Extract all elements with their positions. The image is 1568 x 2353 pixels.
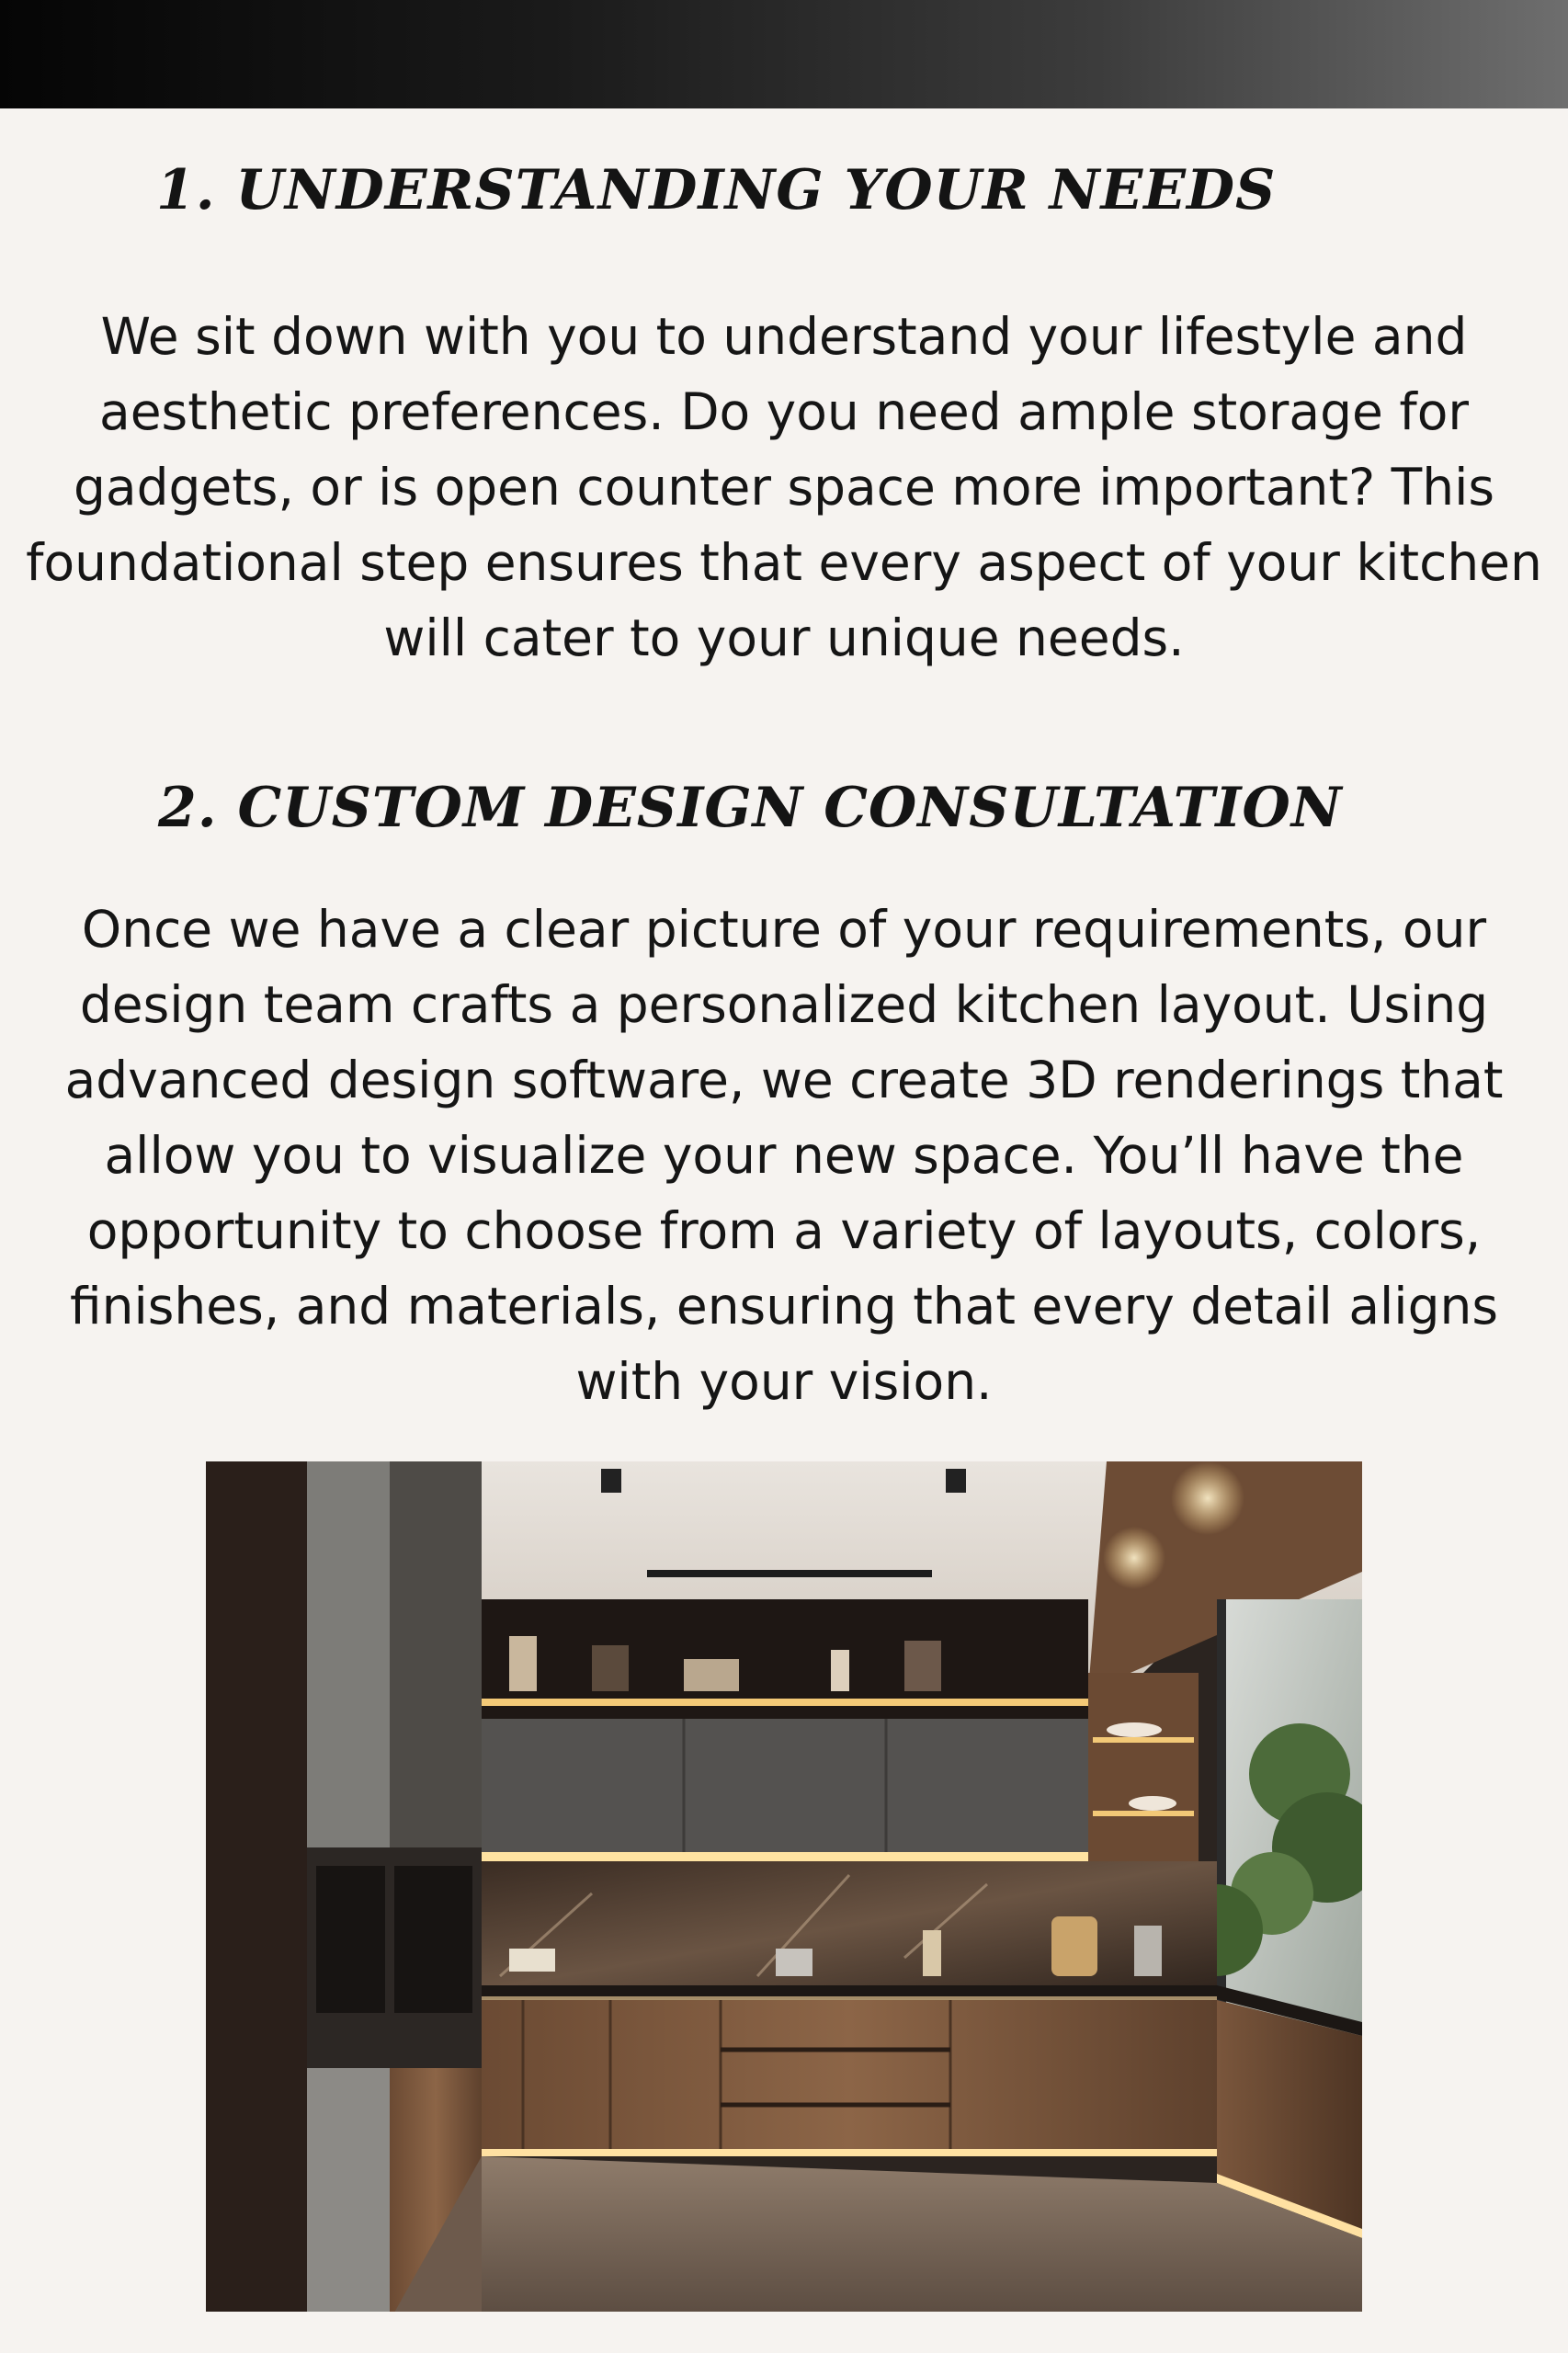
paragraph-line: opportunity to choose from a variety of layouts, colors,	[86, 1201, 1482, 1260]
paragraph-line: We sit down with you to understand your lifestyle and	[100, 307, 1468, 366]
paragraph-line: finishes, and materials, ensuring that every detail aligns	[69, 1277, 1499, 1336]
header-bar	[0, 0, 1568, 108]
paragraph-line: with your vision.	[575, 1352, 993, 1411]
paragraph-line: aesthetic preferences. Do you need ample storage for	[99, 382, 1469, 441]
section-heading-custom-design: 2. CUSTOM DESIGN CONSULTATION	[158, 776, 1343, 840]
kitchen-illustration	[206, 1461, 1362, 2321]
paragraph-line: advanced design software, we create 3D renderings that	[64, 1051, 1504, 1109]
kitchen-photo	[206, 1461, 1362, 2321]
section-paragraph-custom-design	[0, 892, 1568, 1419]
paragraph-line: design team crafts a personalized kitchen layout. Using	[79, 975, 1489, 1034]
paragraph-line: will cater to your unique needs.	[383, 608, 1185, 667]
paragraph-line: Once we have a clear picture of your requirements, our	[81, 900, 1487, 959]
paragraph-line: gadgets, or is open counter space more important? This	[73, 458, 1495, 517]
section-paragraph-understanding-needs	[0, 299, 1568, 676]
section-heading-understanding-needs: 1. UNDERSTANDING YOUR NEEDS	[156, 158, 1277, 222]
paragraph-line: foundational step ensures that every aspect of your kitchen	[26, 533, 1542, 592]
paragraph-line: allow you to visualize your new space. You’ll have the	[104, 1126, 1464, 1185]
